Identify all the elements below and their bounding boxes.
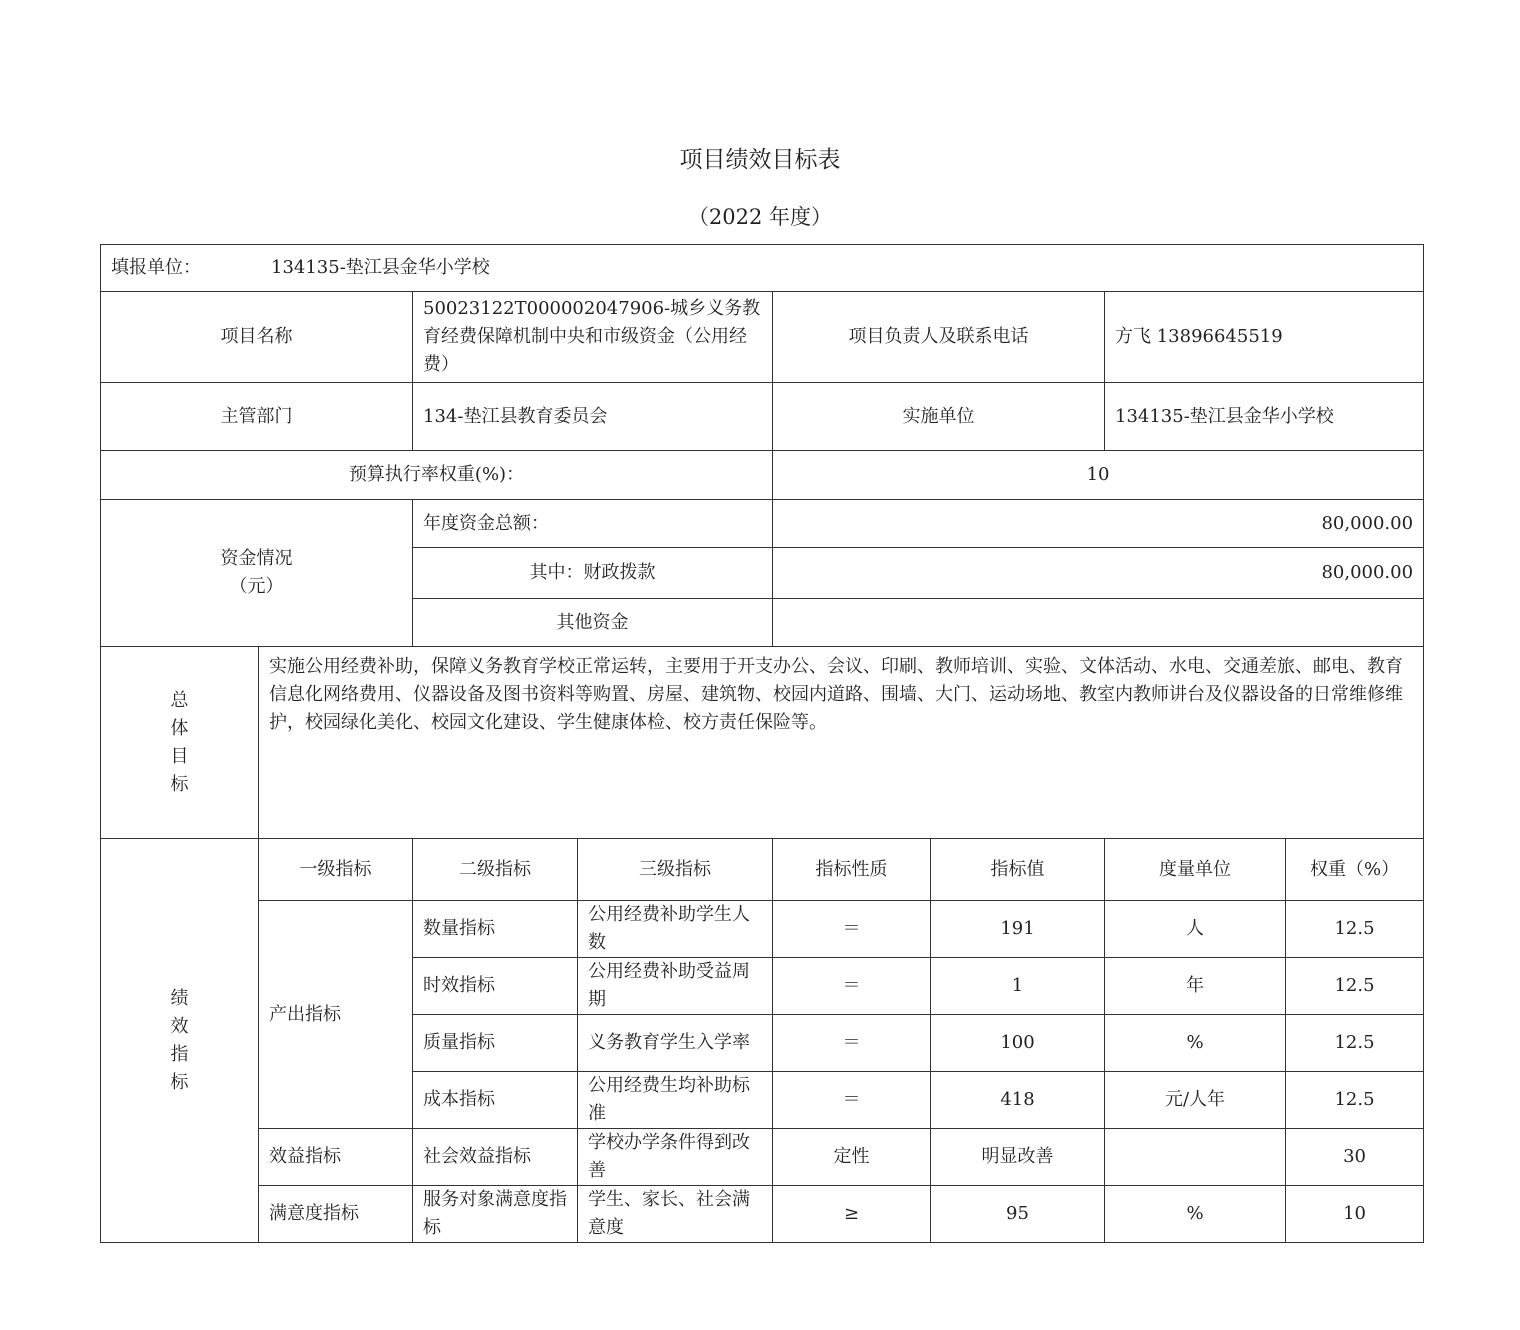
funds-label-line2: （元） — [229, 576, 284, 597]
perf-label-char: 指 — [170, 1043, 189, 1065]
level3-cell: 学生、家长、社会满意度 — [578, 1186, 773, 1243]
level3-cell: 公用经费生均补助标准 — [578, 1072, 773, 1129]
value-cell: 418 — [931, 1072, 1105, 1129]
dept-label: 主管部门 — [101, 383, 413, 451]
level3-cell: 公用经费补助受益周期 — [578, 958, 773, 1015]
overall-goal-text: 实施公用经费补助，保障义务教育学校正常运转，主要用于开支办公、会议、印刷、教师培训、实验、文体活动、水电、交通差旅、邮电、教育信息化网络费用、仪器设备及图书资料等购置、房屋、建筑物、校园内道路、围墙、大门、运动场地、教室内教师讲台及仪器设备的日常维修维护，校园绿化美化、校园文化建设、学生健康体检、校方责任保险等。 — [259, 647, 1424, 839]
value-cell: 191 — [931, 901, 1105, 958]
level3-cell: 学校办学条件得到改善 — [578, 1129, 773, 1186]
funds-other-value — [773, 599, 1424, 647]
reporting-unit-value: 134135-垫江县金华小学校 — [271, 257, 490, 278]
unit-cell: % — [1105, 1186, 1286, 1243]
overall-goal-char: 目 — [170, 745, 189, 767]
funds-total-label: 年度资金总额： — [413, 500, 773, 548]
impl-unit-label: 实施单位 — [773, 383, 1105, 451]
weight-cell: 30 — [1286, 1129, 1424, 1186]
nature-cell: ＝ — [773, 1072, 931, 1129]
performance-target-form — [100, 244, 1424, 1243]
project-name-label: 项目名称 — [101, 292, 413, 383]
overall-goal-label — [101, 647, 259, 839]
value-cell: 100 — [931, 1015, 1105, 1072]
funds-total-value: 80,000.00 — [773, 500, 1424, 548]
reporting-unit-cell — [101, 245, 1424, 292]
value-cell: 95 — [931, 1186, 1105, 1243]
unit-cell: 年 — [1105, 958, 1286, 1015]
funds-fiscal-label: 其中：财政拨款 — [413, 548, 773, 599]
unit-cell: 人 — [1105, 901, 1286, 958]
table-row — [101, 1186, 1424, 1243]
header-weight: 权重（%） — [1286, 839, 1424, 901]
level3-cell: 公用经费补助学生人数 — [578, 901, 773, 958]
overall-goal-char: 标 — [170, 773, 189, 795]
header-level2: 二级指标 — [413, 839, 578, 901]
nature-cell: ＝ — [773, 1015, 931, 1072]
table-row — [101, 1129, 1424, 1186]
level2-cell: 成本指标 — [413, 1072, 578, 1129]
contact-value: 方飞 13896645519 — [1105, 292, 1424, 383]
nature-cell: ＝ — [773, 958, 931, 1015]
header-value: 指标值 — [931, 839, 1105, 901]
overall-goal-char: 总 — [170, 689, 189, 711]
impl-unit-value: 134135-垫江县金华小学校 — [1105, 383, 1424, 451]
page-title: 项目绩效目标表 — [679, 147, 841, 173]
level2-cell: 社会效益指标 — [413, 1129, 578, 1186]
weight-cell: 12.5 — [1286, 1072, 1424, 1129]
unit-cell: % — [1105, 1015, 1286, 1072]
budget-rate-value: 10 — [773, 451, 1424, 500]
level2-cell: 服务对象满意度指标 — [413, 1186, 578, 1243]
unit-cell — [1105, 1129, 1286, 1186]
nature-cell: 定性 — [773, 1129, 931, 1186]
overall-goal-char: 体 — [170, 717, 189, 739]
performance-indicators-label — [101, 839, 259, 1243]
funds-label-line1: 资金情况 — [220, 548, 293, 569]
group-output: 产出指标 — [259, 901, 413, 1129]
header-level1: 一级指标 — [259, 839, 413, 901]
weight-cell: 12.5 — [1286, 1015, 1424, 1072]
value-cell: 明显改善 — [931, 1129, 1105, 1186]
perf-label-char: 效 — [170, 1015, 189, 1037]
group-benefit: 效益指标 — [259, 1129, 413, 1186]
funds-fiscal-value: 80,000.00 — [773, 548, 1424, 599]
level2-cell: 质量指标 — [413, 1015, 578, 1072]
level3-cell: 义务教育学生入学率 — [578, 1015, 773, 1072]
weight-cell: 12.5 — [1286, 958, 1424, 1015]
budget-rate-label: 预算执行率权重(%)： — [101, 451, 773, 500]
level2-cell: 数量指标 — [413, 901, 578, 958]
nature-cell: ＝ — [773, 901, 931, 958]
dept-value: 134-垫江县教育委员会 — [413, 383, 773, 451]
header-level3: 三级指标 — [578, 839, 773, 901]
group-satisfaction: 满意度指标 — [259, 1186, 413, 1243]
weight-cell: 12.5 — [1286, 901, 1424, 958]
nature-cell: ≥ — [773, 1186, 931, 1243]
header-unit: 度量单位 — [1105, 839, 1286, 901]
header-nature: 指标性质 — [773, 839, 931, 901]
perf-label-char: 标 — [170, 1071, 189, 1093]
reporting-unit-label: 填报单位： — [111, 257, 201, 278]
table-row — [101, 901, 1424, 958]
page-subtitle: （2022 年度） — [687, 205, 833, 229]
project-name-value: 50023122T000002047906-城乡义务教育经费保障机制中央和市级资金（公用经费） — [413, 292, 773, 383]
funds-label — [101, 500, 413, 647]
unit-cell: 元/人年 — [1105, 1072, 1286, 1129]
value-cell: 1 — [931, 958, 1105, 1015]
level2-cell: 时效指标 — [413, 958, 578, 1015]
perf-label-char: 绩 — [170, 987, 189, 1009]
funds-other-label: 其他资金 — [413, 599, 773, 647]
contact-label: 项目负责人及联系电话 — [773, 292, 1105, 383]
weight-cell: 10 — [1286, 1186, 1424, 1243]
